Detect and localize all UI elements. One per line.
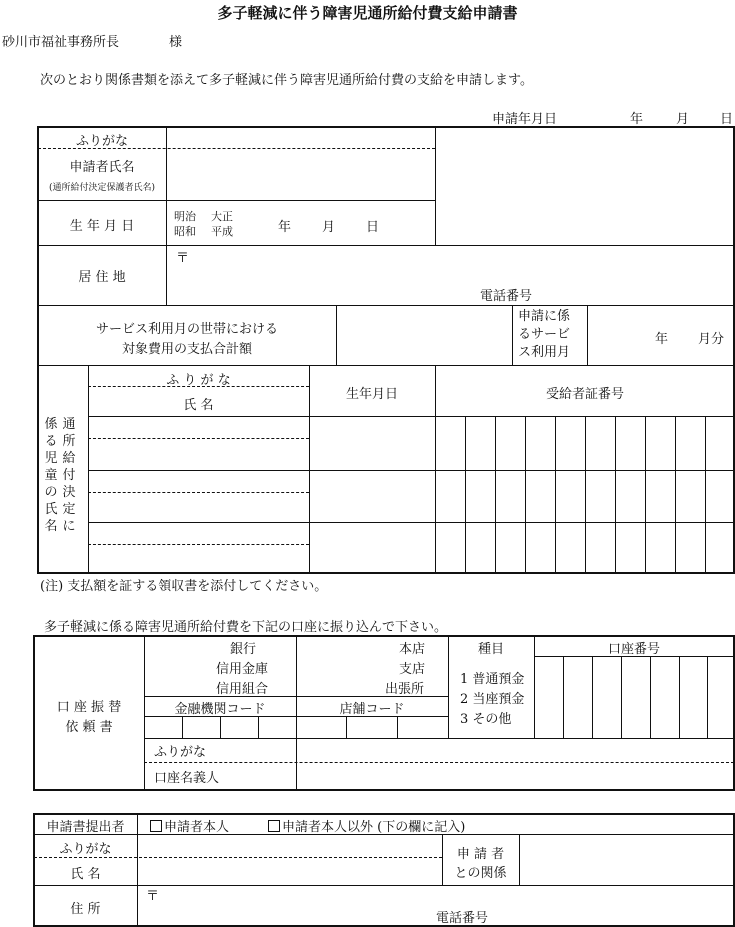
residence-phone-label: 電話番号 — [480, 289, 533, 304]
submitter-postal-mark: 〒 — [146, 889, 160, 904]
era-meiji[interactable]: 明治 — [174, 210, 196, 223]
relation-label-1: 申 請 者 — [456, 847, 505, 862]
institution-type-shinkin[interactable]: 信用金庫 — [216, 662, 269, 677]
applicant-name-field[interactable] — [167, 150, 434, 200]
institution-type-bank[interactable]: 銀行 — [230, 642, 257, 657]
submitter-phone-label: 電話番号 — [436, 911, 489, 926]
bank-furigana-field[interactable] — [298, 740, 732, 761]
page-title: 多子軽減に伴う障害児通所給付費支給申請書 — [217, 4, 518, 22]
account-holder-field[interactable] — [298, 764, 732, 789]
submitter-name-label: 氏 名 — [70, 867, 101, 882]
addressee-office: 砂川市福祉事務所長 — [2, 35, 120, 50]
checkbox-other[interactable] — [268, 820, 280, 832]
submitter-option-other[interactable] — [268, 816, 465, 835]
service-cost-label-1: サービス利用月の世帯における — [95, 322, 278, 337]
bank-code-label: 金融機関コード — [174, 702, 266, 717]
children-name-label: 氏 名 — [183, 398, 214, 413]
application-date-month[interactable]: 月 — [676, 112, 690, 127]
residence-label: 居 住 地 — [78, 270, 126, 285]
submitter-name-field[interactable] — [139, 859, 441, 884]
children-birth-label: 生年月日 — [345, 387, 398, 402]
option-self-text: 申請者本人 — [164, 820, 230, 835]
option-other-text: 申請者本人以外 (下の欄に記入) — [282, 820, 466, 835]
era-taisho[interactable]: 大正 — [211, 210, 233, 223]
bank-furigana-label: ふりがな — [154, 745, 207, 760]
submitter-furigana-label: ふりがな — [59, 842, 112, 857]
application-date-day[interactable]: 日 — [720, 112, 734, 127]
service-month-year[interactable]: 年 — [655, 332, 669, 347]
application-date-label: 申請年月日 — [492, 112, 558, 127]
submitter-label: 申請書提出者 — [46, 820, 125, 835]
bank-section-label-2: 依 頼 書 — [65, 720, 113, 735]
note-text: (注) 支払額を証する領収書を添付してください。 — [40, 579, 328, 594]
children-furigana-label: ふ り が な — [166, 373, 231, 388]
account-type-other[interactable]: 3 その他 — [460, 712, 512, 727]
era-heisei[interactable]: 平成 — [211, 225, 233, 238]
institution-type-kumiai[interactable]: 信用組合 — [216, 682, 269, 697]
account-holder-label: 口座名義人 — [154, 771, 220, 786]
application-date-year[interactable]: 年 — [630, 112, 644, 127]
applicant-furigana-field[interactable] — [167, 128, 434, 148]
branch-code-label: 店舗コード — [339, 702, 405, 717]
intro-text: 次のとおり関係書類を添えて多子軽減に伴う障害児通所給付費の支給を申請します。 — [40, 73, 533, 88]
account-type-current[interactable]: 2 当座預金 — [460, 692, 525, 707]
submitter-address-label: 住 所 — [70, 902, 101, 917]
bank-intro: 多子軽減に係る障害児通所給付費を下記の口座に振り込んで下さい。 — [44, 620, 448, 635]
residence-field[interactable] — [190, 247, 730, 277]
account-type-label: 種目 — [477, 642, 504, 657]
service-cost-label-2: 対象費用の支払合計額 — [121, 342, 252, 357]
residence-postal-mark: 〒 — [176, 251, 190, 266]
checkbox-self[interactable] — [150, 820, 162, 832]
children-side-label-outer: 係る児童の氏名 — [44, 417, 58, 534]
children-cert-label: 受給者証番号 — [545, 387, 624, 402]
service-month-unit[interactable]: 月分 — [698, 332, 725, 347]
applicant-furigana-label: ふりがな — [75, 134, 128, 149]
relation-field[interactable] — [521, 836, 733, 884]
branch-type-main[interactable]: 本店 — [399, 642, 426, 657]
submitter-furigana-field[interactable] — [139, 836, 441, 856]
account-type-ordinary[interactable]: 1 普通預金 — [460, 672, 525, 687]
era-showa[interactable]: 昭和 — [174, 225, 196, 238]
service-month-label: 申請に係 るサービ ス利用月 — [518, 309, 571, 360]
relation-label-2: との関係 — [454, 866, 507, 881]
applicant-birth-label: 生 年 月 日 — [69, 219, 135, 234]
submitter-option-self[interactable] — [150, 816, 229, 835]
birth-day-unit: 日 — [366, 220, 380, 235]
service-cost-field[interactable] — [338, 307, 511, 364]
account-number-label: 口座番号 — [607, 642, 660, 657]
applicant-name-note: (通所給付決定保護者氏名) — [48, 183, 156, 193]
bank-section-label-1: 口 座 振 替 — [56, 700, 122, 715]
children-side-label-inner: 通所給付決定に — [62, 417, 76, 534]
birth-month-unit: 月 — [322, 220, 336, 235]
addressee-honorific: 様 — [169, 35, 183, 50]
applicant-name-label: 申請者氏名 — [69, 160, 135, 175]
branch-type-sub[interactable]: 出張所 — [385, 682, 425, 697]
birth-year-unit: 年 — [278, 220, 292, 235]
submitter-address-field[interactable] — [160, 887, 730, 907]
branch-type-branch[interactable]: 支店 — [399, 662, 426, 677]
